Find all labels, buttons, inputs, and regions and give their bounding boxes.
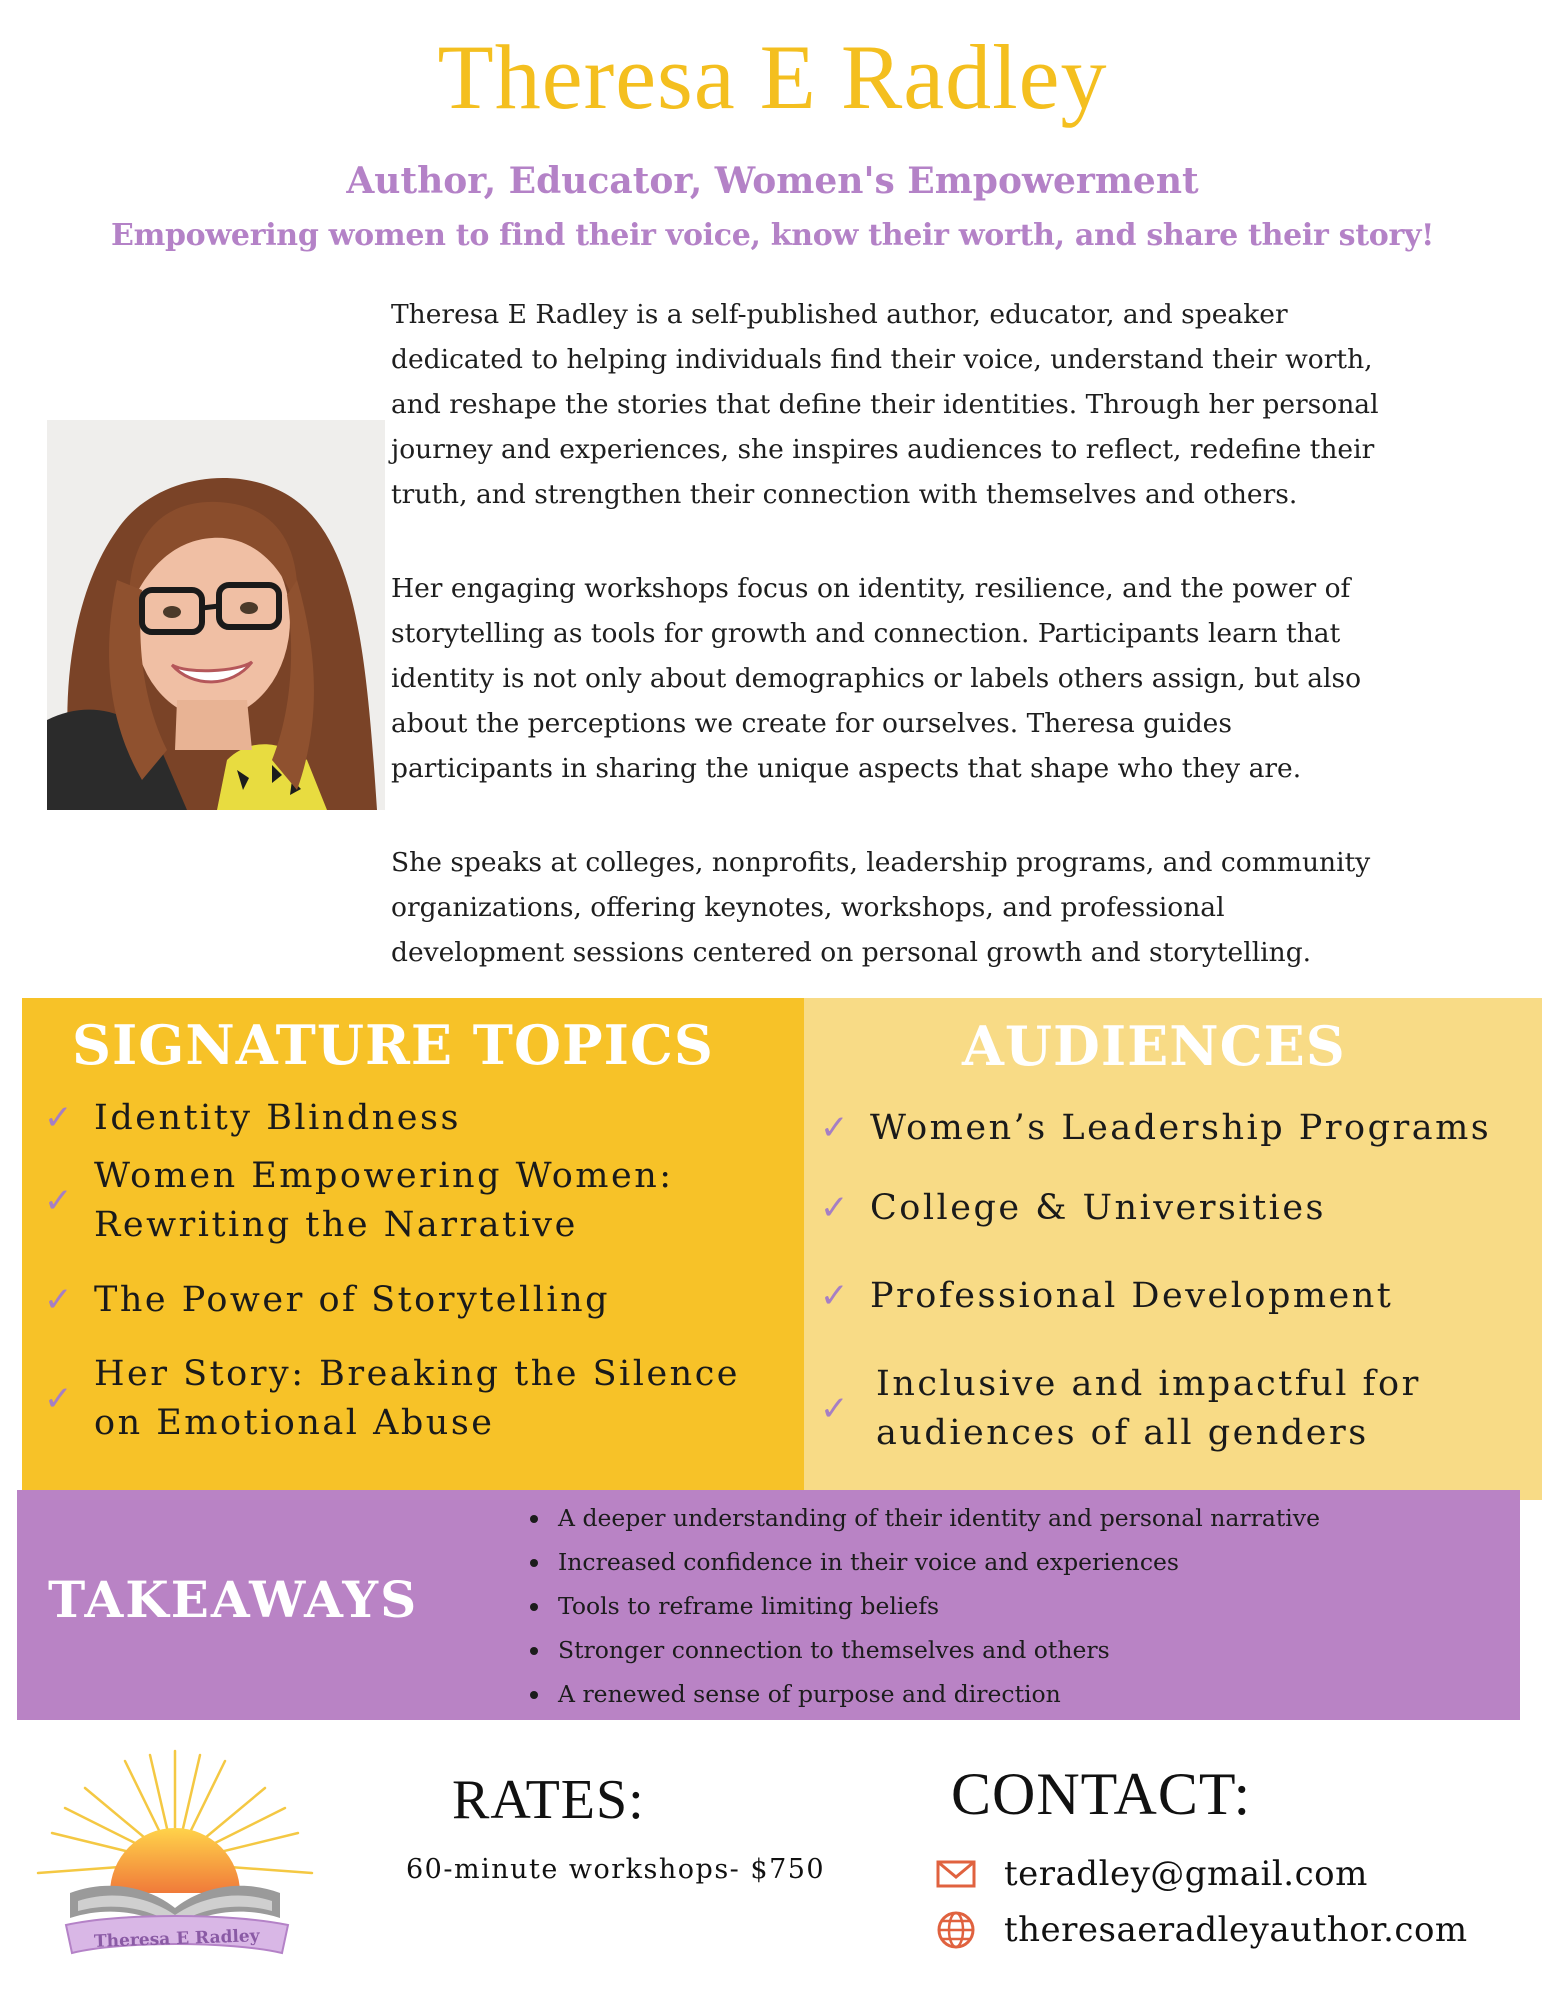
topic-line: Identity Blindness [94, 1098, 461, 1138]
bio-line: about the perceptions we create for ourselves. Theresa guides [391, 708, 1232, 739]
rates-heading: RATES: [452, 1769, 645, 1831]
topic-line: Her Story: Breaking the Silence [94, 1354, 741, 1394]
topic-item [44, 1152, 674, 1250]
check-icon: ✓ [820, 1188, 851, 1228]
website-contact[interactable] [934, 1908, 1468, 1952]
check-icon: ✓ [820, 1388, 851, 1429]
topic-item [44, 1094, 461, 1143]
check-icon: ✓ [820, 1276, 851, 1316]
topic-line: on Emotional Abuse [94, 1403, 495, 1443]
tagline: Empowering women to find their voice, know their worth, and share their story! [111, 218, 1434, 253]
contact-heading: CONTACT: [951, 1761, 1252, 1827]
bio-line: participants in sharing the unique aspects that shape who they are. [391, 753, 1302, 784]
takeaways-heading: TAKEAWAYS [48, 1570, 419, 1629]
bio-line: Theresa E Radley is a self-published author, educator, and speaker [391, 299, 1288, 330]
audience-line: College & Universities [870, 1188, 1327, 1228]
globe-icon [934, 1908, 978, 1952]
bio-paragraph-2 [391, 566, 1511, 791]
speaker-roles: Author, Educator, Women's Empowerment [346, 160, 1199, 202]
bio-line: identity is not only about demographics or labels others assign, but also [391, 663, 1362, 694]
bio-paragraph-3 [391, 840, 1511, 975]
takeaway-item: Tools to reframe limiting beliefs [522, 1584, 1522, 1628]
mail-icon [934, 1852, 978, 1896]
audiences-heading: AUDIENCES [962, 1014, 1346, 1078]
audience-line: Professional Development [870, 1276, 1394, 1316]
bio-line: truth, and strengthen their connection with themselves and others. [391, 479, 1298, 510]
bio-line: organizations, offering keynotes, workshops, and professional [391, 892, 1225, 923]
takeaway-item: Increased confidence in their voice and experiences [522, 1540, 1522, 1584]
bio-line: development sessions centered on personal growth and storytelling. [391, 937, 1312, 968]
check-icon: ✓ [44, 1098, 75, 1138]
logo-text: Theresa E Radley [93, 1926, 260, 1952]
check-icon: ✓ [44, 1280, 75, 1320]
bio-line: and reshape the stories that define their identities. Through her personal [391, 389, 1379, 420]
check-icon: ✓ [820, 1108, 851, 1148]
signature-topics-heading: SIGNATURE TOPICS [72, 1013, 714, 1077]
bio-line: journey and experiences, she inspires audiences to reflect, redefine their [391, 434, 1375, 465]
topic-item [44, 1276, 610, 1325]
audience-item [820, 1272, 1393, 1321]
rates-detail: 60-minute workshops- $750 [406, 1854, 826, 1885]
audience-item [820, 1104, 1491, 1153]
email-contact[interactable] [934, 1852, 1368, 1896]
portrait-photo [47, 420, 385, 810]
check-icon: ✓ [44, 1378, 75, 1419]
brand-logo [30, 1743, 320, 1973]
takeaways-list [522, 1496, 1522, 1716]
check-icon: ✓ [44, 1180, 75, 1221]
audience-line: Inclusive and impactful for [876, 1364, 1421, 1404]
takeaway-item: A renewed sense of purpose and direction [522, 1672, 1522, 1716]
email-link[interactable]: teradley@gmail.com [1004, 1854, 1368, 1894]
bio-paragraph-1 [391, 292, 1511, 517]
audience-line: audiences of all genders [876, 1413, 1369, 1453]
audience-item [820, 1184, 1326, 1233]
topic-line: Women Empowering Women: [94, 1156, 674, 1196]
bio-line: She speaks at colleges, nonprofits, leadership programs, and community [391, 847, 1371, 878]
topic-line: The Power of Storytelling [94, 1280, 611, 1320]
takeaway-item: A deeper understanding of their identity and personal narrative [522, 1496, 1522, 1540]
speaker-name: Theresa E Radley [437, 26, 1108, 128]
audience-item [820, 1360, 1421, 1458]
website-link[interactable]: theresaeradleyauthor.com [1004, 1910, 1468, 1950]
takeaway-item: Stronger connection to themselves and others [522, 1628, 1522, 1672]
topic-line: Rewriting the Narrative [94, 1205, 578, 1245]
topic-item [44, 1350, 740, 1448]
audience-line: Women’s Leadership Programs [870, 1108, 1492, 1148]
bio-line: dedicated to helping individuals find their voice, understand their worth, [391, 344, 1373, 375]
bio-line: storytelling as tools for growth and connection. Participants learn that [391, 618, 1341, 649]
bio-line: Her engaging workshops focus on identity, resilience, and the power of [391, 573, 1351, 604]
